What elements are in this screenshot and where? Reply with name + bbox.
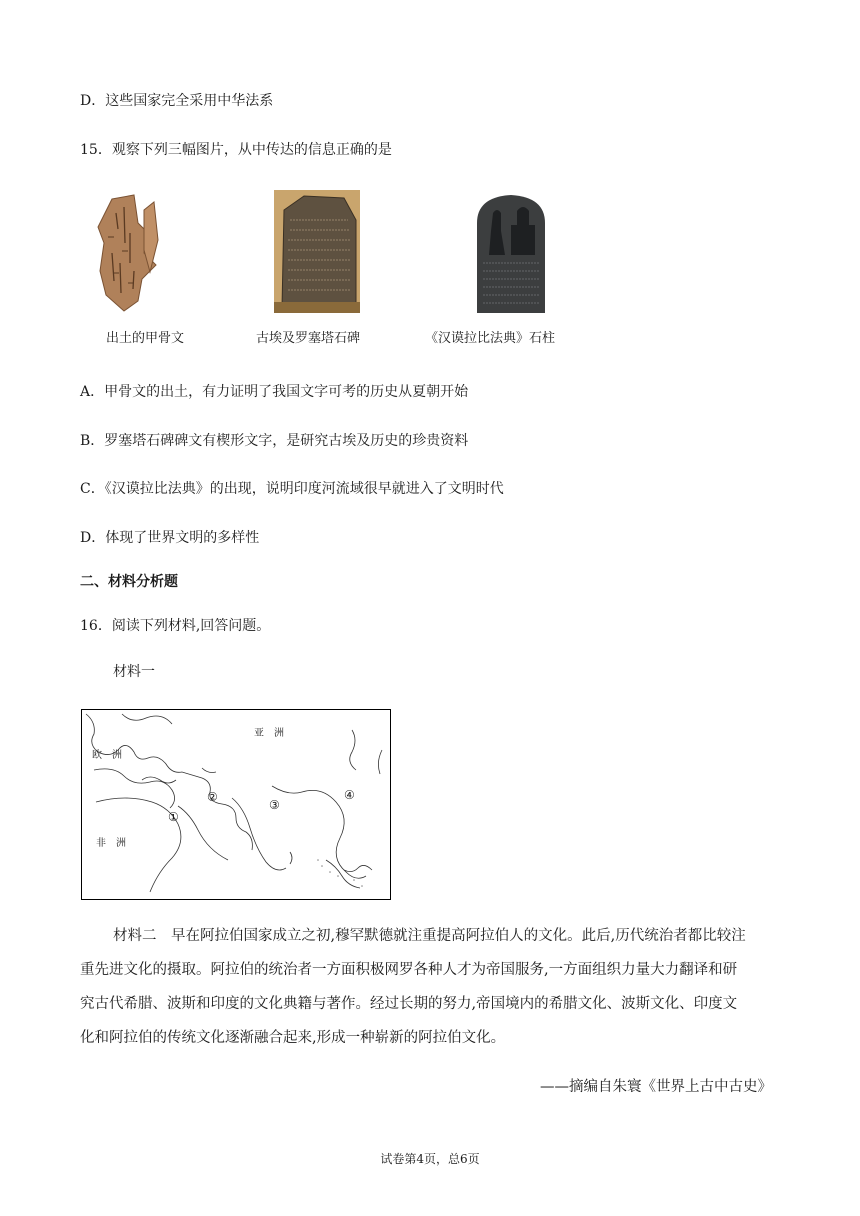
hammurabi-stele-image bbox=[471, 193, 551, 313]
material2-line-1: 材料二 早在阿拉伯国家成立之初,穆罕默德就注重提高阿拉伯人的文化。此后,历代统治者都比较注 bbox=[113, 928, 746, 944]
q15-option-c: C．《汉谟拉比法典》的出现，说明印度河流域很早就进入了文明时代 bbox=[80, 481, 504, 497]
map-marker-3: ③ bbox=[269, 798, 280, 812]
material2-line-4: 化和阿拉伯的传统文化逐渐融合起来,形成一种崭新的阿拉伯文化。 bbox=[80, 1030, 506, 1046]
map-label-europe: 欧 洲 bbox=[92, 750, 122, 761]
q16-stem: 16．阅读下列材料,回答问题。 bbox=[80, 618, 271, 634]
material2-line-3: 究古代希腊、波斯和印度的文化典籍与著作。经过长期的努力,帝国境内的希腊文化、波斯文化、印度文 bbox=[80, 996, 738, 1012]
caption-oracle-bone: 出土的甲骨文 bbox=[106, 331, 185, 346]
q15-option-b: B．罗塞塔石碑碑文有楔形文字，是研究古埃及历史的珍贵资料 bbox=[80, 433, 469, 449]
q15-option-d: D．体现了世界文明的多样性 bbox=[80, 530, 260, 546]
section-title: 二、材料分析题 bbox=[80, 574, 178, 590]
page-footer: 试卷第4页，总6页 bbox=[380, 1152, 480, 1166]
map-marker-2: ② bbox=[207, 790, 218, 804]
material2-line-2: 重先进文化的摄取。阿拉伯的统治者一方面积极网罗各种人才为帝国服务,一方面组织力量大力翻译和研 bbox=[80, 962, 738, 978]
map-marker-1: ① bbox=[168, 810, 179, 824]
material2-source: ——摘编自朱寰《世界上古中古史》 bbox=[540, 1079, 772, 1095]
caption-rosetta-stone: 古埃及罗塞塔石碑 bbox=[256, 331, 361, 346]
q14-option-d: D．这些国家完全采用中华法系 bbox=[80, 93, 274, 109]
map-label-asia: 亚 洲 bbox=[254, 728, 284, 739]
rosetta-stone-image bbox=[274, 190, 360, 313]
map-label-africa: 非 洲 bbox=[96, 838, 126, 849]
q15-option-a: A．甲骨文的出土，有力证明了我国文字可考的历史从夏朝开始 bbox=[80, 384, 469, 400]
map-marker-4: ④ bbox=[344, 788, 355, 802]
q15-stem: 15．观察下列三幅图片，从中传达的信息正确的是 bbox=[80, 142, 392, 158]
material1-label: 材料一 bbox=[113, 664, 155, 680]
oracle-bone-piece bbox=[140, 200, 160, 280]
material2-paragraph bbox=[80, 919, 780, 1055]
world-map bbox=[81, 709, 391, 900]
caption-hammurabi: 《汉谟拉比法典》石柱 bbox=[425, 331, 556, 346]
